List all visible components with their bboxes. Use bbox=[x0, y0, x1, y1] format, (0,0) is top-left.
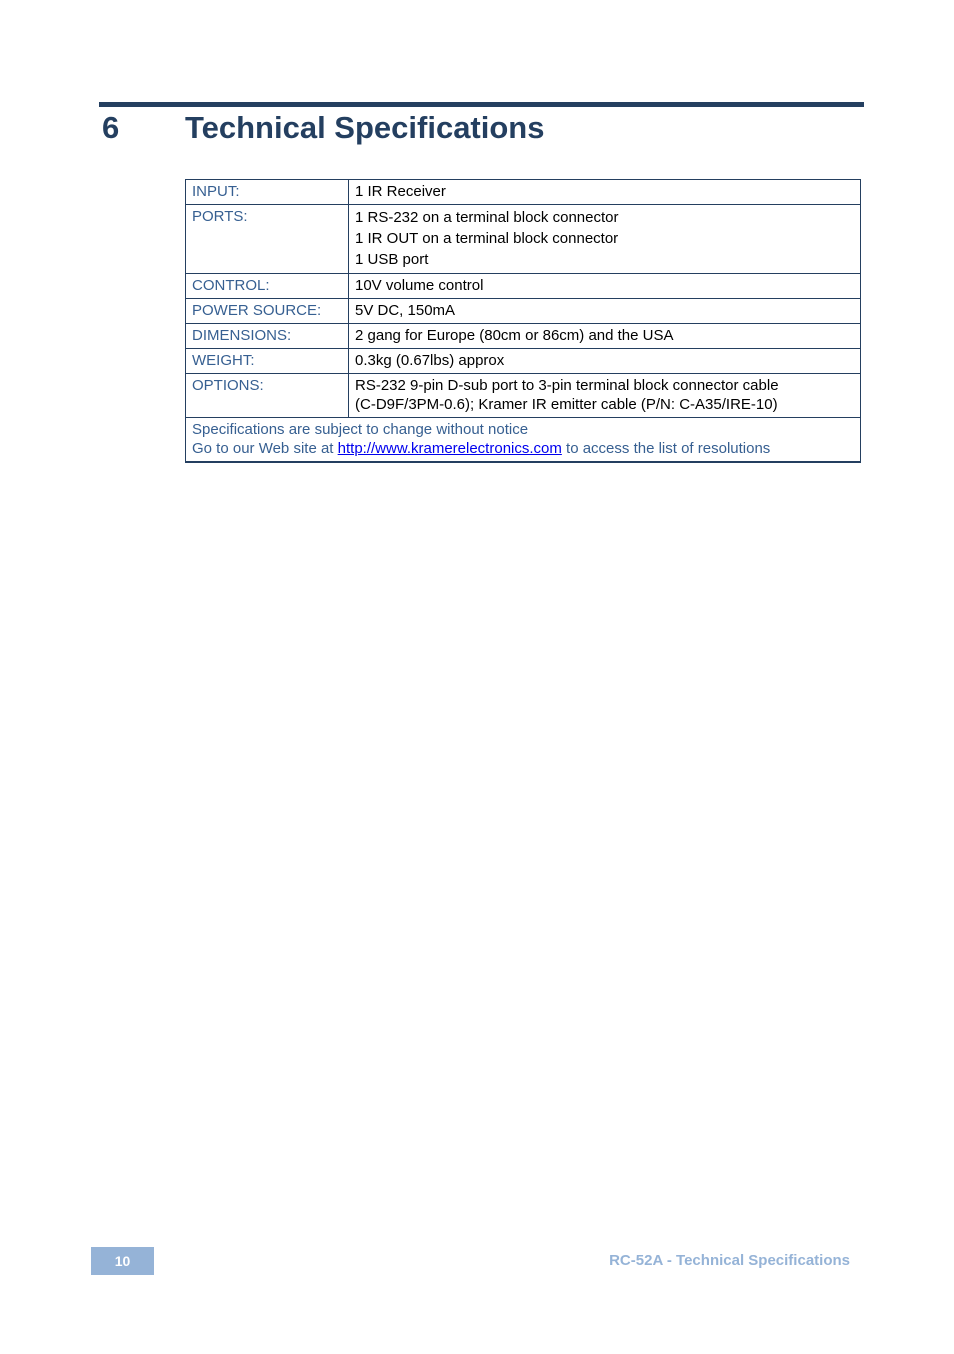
spec-label: PORTS: bbox=[186, 205, 349, 274]
specifications-table bbox=[185, 179, 861, 463]
spec-value-line: 5V DC, 150mA bbox=[355, 302, 456, 319]
spec-row-options bbox=[186, 374, 861, 418]
page-number: 10 bbox=[91, 1247, 154, 1275]
spec-value-line: 2 gang for Europe (80cm or 86cm) and the USA bbox=[355, 327, 674, 344]
chapter-number: 6 bbox=[102, 110, 120, 145]
chapter-rule bbox=[99, 102, 864, 107]
spec-row-power-source bbox=[186, 299, 861, 324]
spec-value bbox=[349, 324, 861, 349]
spec-row-weight bbox=[186, 349, 861, 374]
spec-label: DIMENSIONS: bbox=[186, 324, 349, 349]
spec-row-input bbox=[186, 180, 861, 205]
spec-row-control bbox=[186, 274, 861, 299]
spec-label: OPTIONS: bbox=[186, 374, 349, 418]
spec-value-line: 1 USB port bbox=[355, 251, 429, 268]
spec-label: CONTROL: bbox=[186, 274, 349, 299]
spec-value bbox=[349, 349, 861, 374]
spec-label: POWER SOURCE: bbox=[186, 299, 349, 324]
spec-row-dimensions bbox=[186, 324, 861, 349]
spec-row-ports bbox=[186, 205, 861, 274]
spec-note-line bbox=[192, 439, 854, 458]
spec-note bbox=[186, 418, 861, 463]
note-prefix: Go to our Web site at bbox=[192, 440, 338, 457]
spec-value-line: (C-D9F/3PM-0.6); Kramer IR emitter cable (P/N: C-A35/IRE-10) bbox=[355, 396, 778, 413]
spec-value-line: 0.3kg (0.67lbs) approx bbox=[355, 352, 505, 369]
chapter-title: Technical Specifications bbox=[185, 110, 545, 145]
kramer-website-link[interactable]: http://www.kramerelectronics.com bbox=[337, 440, 562, 457]
spec-note-row bbox=[186, 418, 861, 463]
spec-value bbox=[349, 180, 861, 205]
spec-label: WEIGHT: bbox=[186, 349, 349, 374]
spec-value-line: 1 IR Receiver bbox=[355, 183, 446, 200]
spec-value-line: 1 IR OUT on a terminal block connector bbox=[355, 230, 619, 247]
spec-value bbox=[349, 274, 861, 299]
spec-value bbox=[349, 299, 861, 324]
spec-label: INPUT: bbox=[186, 180, 349, 205]
spec-value-line: 1 RS-232 on a terminal block connector bbox=[355, 209, 619, 226]
spec-value bbox=[349, 205, 861, 274]
spec-value bbox=[349, 374, 861, 418]
note-suffix: to access the list of resolutions bbox=[561, 440, 771, 457]
spec-value-line: RS-232 9-pin D-sub port to 3-pin terminal block connector cable bbox=[355, 377, 779, 394]
spec-note-line: Specifications are subject to change without notice bbox=[192, 421, 529, 438]
spec-value-line: 10V volume control bbox=[355, 277, 484, 294]
footer-title: RC-52A - Technical Specifications bbox=[609, 1252, 850, 1269]
